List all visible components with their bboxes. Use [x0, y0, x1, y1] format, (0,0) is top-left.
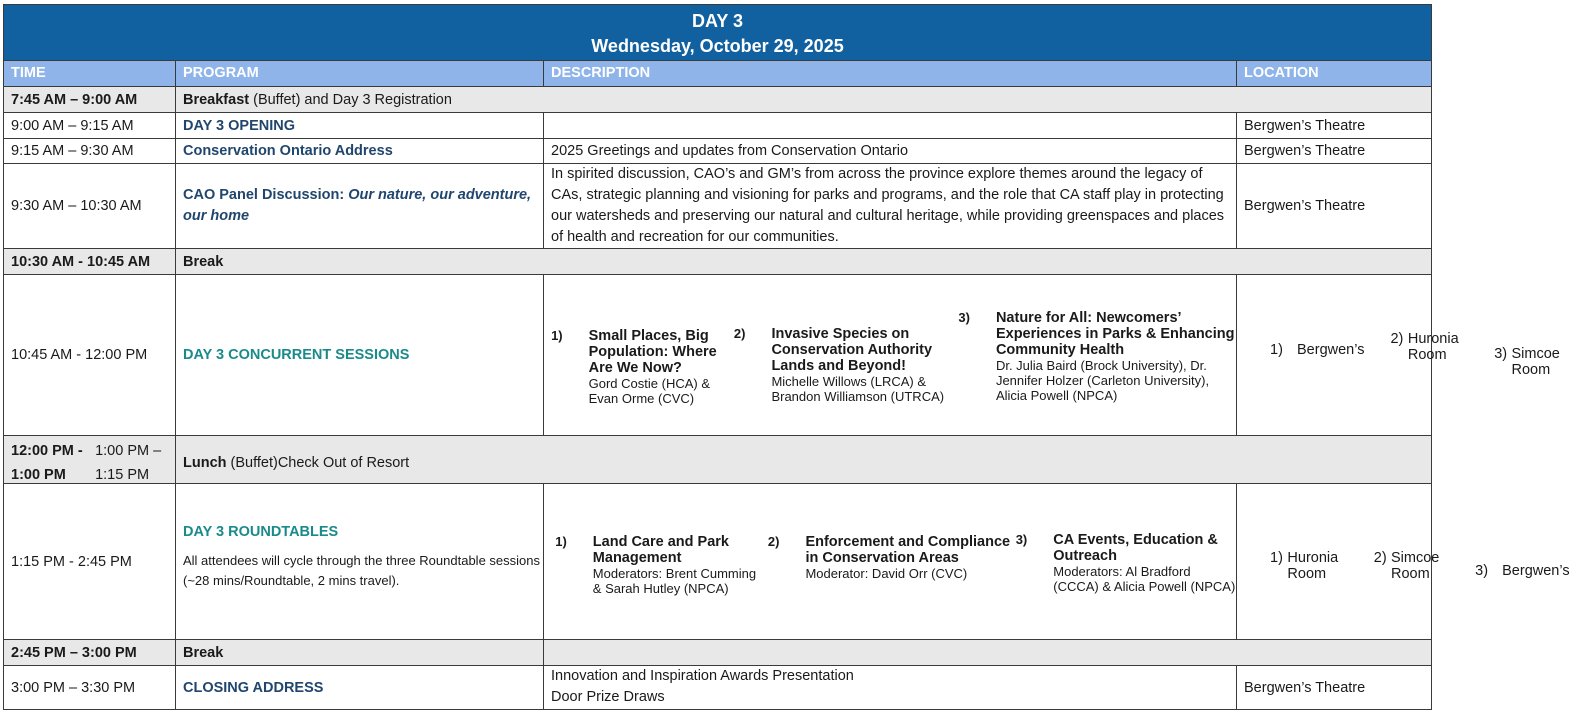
location-number: 1)	[1270, 550, 1283, 566]
session-item	[733, 326, 958, 404]
row-time: 9:00 AM – 9:15 AM	[4, 113, 176, 138]
table-row	[4, 436, 1431, 484]
location-item	[1364, 331, 1468, 393]
day-date: Wednesday, October 29, 2025	[591, 36, 844, 56]
header-description: DESCRIPTION	[544, 61, 1237, 86]
table-row	[4, 640, 1431, 666]
header-time: TIME	[4, 61, 176, 86]
location-name: Huronia Room	[1407, 331, 1459, 363]
session-title: Land Care and Park Management	[592, 534, 729, 566]
row-program	[176, 164, 544, 248]
row-time: 2:45 PM – 3:00 PM	[4, 640, 176, 665]
session-speakers: Moderators: Al Bradford (CCCA) & Alicia Powell (NPCA)	[1053, 564, 1236, 594]
session-speakers: Michelle Willows (LRCA) & Brandon Williamson (UTRCA)	[771, 374, 945, 404]
lunch-bold: Lunch	[183, 455, 227, 471]
row-time: 7:45 AM – 9:00 AM	[4, 87, 176, 112]
row-time: 9:30 AM – 10:30 AM	[4, 164, 176, 248]
session-item	[764, 534, 1012, 592]
session-number: 2)	[767, 534, 780, 549]
table-row	[4, 139, 1431, 164]
lunch-time: 12:00 PM - 1:00 PM	[11, 443, 83, 483]
location-number: 2)	[1390, 331, 1404, 347]
row-location: Bergwen’s Theatre	[1244, 117, 1366, 134]
location-name: Huronia Room	[1287, 550, 1339, 582]
location-item	[1244, 550, 1348, 591]
table-row	[4, 249, 1431, 275]
schedule-table	[3, 4, 1570, 710]
row-description: 2025 Greetings and updates from Conservation Ontario	[544, 139, 1237, 163]
row-description	[544, 275, 1237, 435]
location-item	[1244, 342, 1364, 383]
session-title: Small Places, Big Population: Where Are We Now?	[588, 327, 717, 376]
session-title: CA Events, Education & Outreach	[1053, 532, 1218, 564]
row-time: 10:30 AM - 10:45 AM	[4, 249, 176, 274]
session-speakers: Moderators: Brent Cumming & Sarah Hutley (NPCA)	[592, 566, 757, 596]
program-bold: Breakfast	[183, 91, 250, 108]
session-item	[551, 327, 734, 406]
row-description: In spirited discussion, CAO’s and GM’s from across the province explore themes around the legacy of CAs, strategic planning and visioning for parks and programs, and the role that CA staff play in protecting our watersheds and preserving our natural and cultural heritage, while providing greenspaces and places of health and recreation for our communities.	[544, 164, 1237, 248]
location-number: 3)	[1475, 562, 1489, 579]
session-item	[1011, 532, 1236, 594]
location-number: 3)	[1494, 346, 1508, 362]
row-location	[1237, 484, 1570, 639]
program-rest: (Buffet) and Day 3 Registration	[249, 91, 452, 108]
day-title: DAY 3	[691, 11, 744, 31]
location-item	[1468, 346, 1569, 378]
session-item	[551, 534, 764, 596]
row-time: 3:00 PM – 3:30 PM	[4, 666, 176, 709]
session-title: Nature for All: Newcomers’ Experiences in Parks & Enhancing Community Health	[995, 310, 1235, 358]
checkout-label: Check Out of Resort	[277, 455, 410, 471]
row-program	[176, 484, 544, 639]
session-number: 1)	[555, 534, 567, 549]
session-title: Invasive Species on Conservation Authority Lands and Beyond!	[771, 326, 933, 374]
location-name: Bergwen’s	[1297, 341, 1365, 358]
session-number: 2)	[733, 326, 746, 341]
row-program: Conservation Ontario Address	[176, 139, 544, 163]
row-description	[544, 666, 1237, 709]
session-speakers: Moderator: David Orr (CVC)	[805, 566, 968, 581]
closing-desc-2: Door Prize Draws	[551, 689, 665, 705]
row-location: Bergwen’s Theatre	[1244, 198, 1366, 214]
location-item	[1348, 550, 1449, 591]
location-name: Simcoe Room	[1391, 550, 1440, 582]
location-number: 1)	[1270, 341, 1283, 358]
row-program: CLOSING ADDRESS	[176, 666, 544, 709]
row-description	[544, 113, 1237, 138]
session-number: 1)	[551, 327, 563, 343]
day-banner	[4, 5, 1431, 61]
location-name: Simcoe Room	[1511, 346, 1560, 378]
location-item	[1449, 563, 1569, 579]
session-number: 3)	[958, 310, 970, 325]
row-program: Break	[183, 253, 224, 270]
program-italic: Our nature, our adventure, our home	[183, 187, 532, 224]
row-location: Bergwen’s Theatre	[1244, 679, 1366, 696]
lunch-rest: (Buffet)	[226, 455, 278, 471]
row-time: 9:15 AM – 9:30 AM	[4, 139, 176, 163]
session-number: 3)	[1015, 532, 1028, 547]
session-speakers: Gord Costie (HCA) & Evan Orme (CVC)	[588, 375, 711, 406]
closing-desc-1: Innovation and Inspiration Awards Presentation	[551, 668, 854, 684]
row-program: DAY 3 CONCURRENT SESSIONS	[176, 275, 544, 435]
row-program: Break	[176, 640, 544, 665]
row-program	[176, 436, 1431, 487]
table-row	[4, 484, 1570, 640]
table-row	[4, 275, 1560, 436]
row-time: 1:15 PM - 2:45 PM	[4, 484, 176, 639]
session-item	[958, 310, 1236, 403]
header-location: LOCATION	[1244, 65, 1319, 81]
row-time: 10:45 AM - 12:00 PM	[4, 275, 176, 435]
row-blank	[544, 640, 1431, 665]
row-location	[1237, 275, 1560, 435]
table-row	[4, 666, 1431, 709]
program-plain: CAO Panel Discussion:	[183, 187, 349, 203]
roundtables-note: All attendees will cycle through the three Roundtable sessions (~28 mins/Roundtable, 2 mins travel).	[183, 553, 540, 588]
row-time	[4, 436, 176, 487]
location-number: 2)	[1373, 550, 1387, 566]
session-speakers: Dr. Julia Baird (Brock University), Dr. Jennifer Holzer (Carleton University), Alicia Powell (NPCA)	[995, 358, 1210, 403]
table-row	[4, 87, 1431, 113]
location-name: Bergwen’s	[1502, 562, 1570, 579]
checkout-time: 1:00 PM – 1:15 PM	[95, 443, 162, 483]
row-description	[544, 484, 1237, 639]
session-title: Enforcement and Compliance in Conservation Areas	[805, 534, 1011, 566]
roundtables-title: DAY 3 ROUNDTABLES	[183, 524, 339, 540]
column-headers	[4, 61, 1431, 87]
row-location: Bergwen’s Theatre	[1244, 143, 1366, 159]
header-program: PROGRAM	[176, 61, 544, 86]
row-program: DAY 3 OPENING	[176, 113, 544, 138]
table-row	[4, 113, 1431, 139]
row-program	[176, 87, 1431, 112]
table-row	[4, 164, 1431, 249]
